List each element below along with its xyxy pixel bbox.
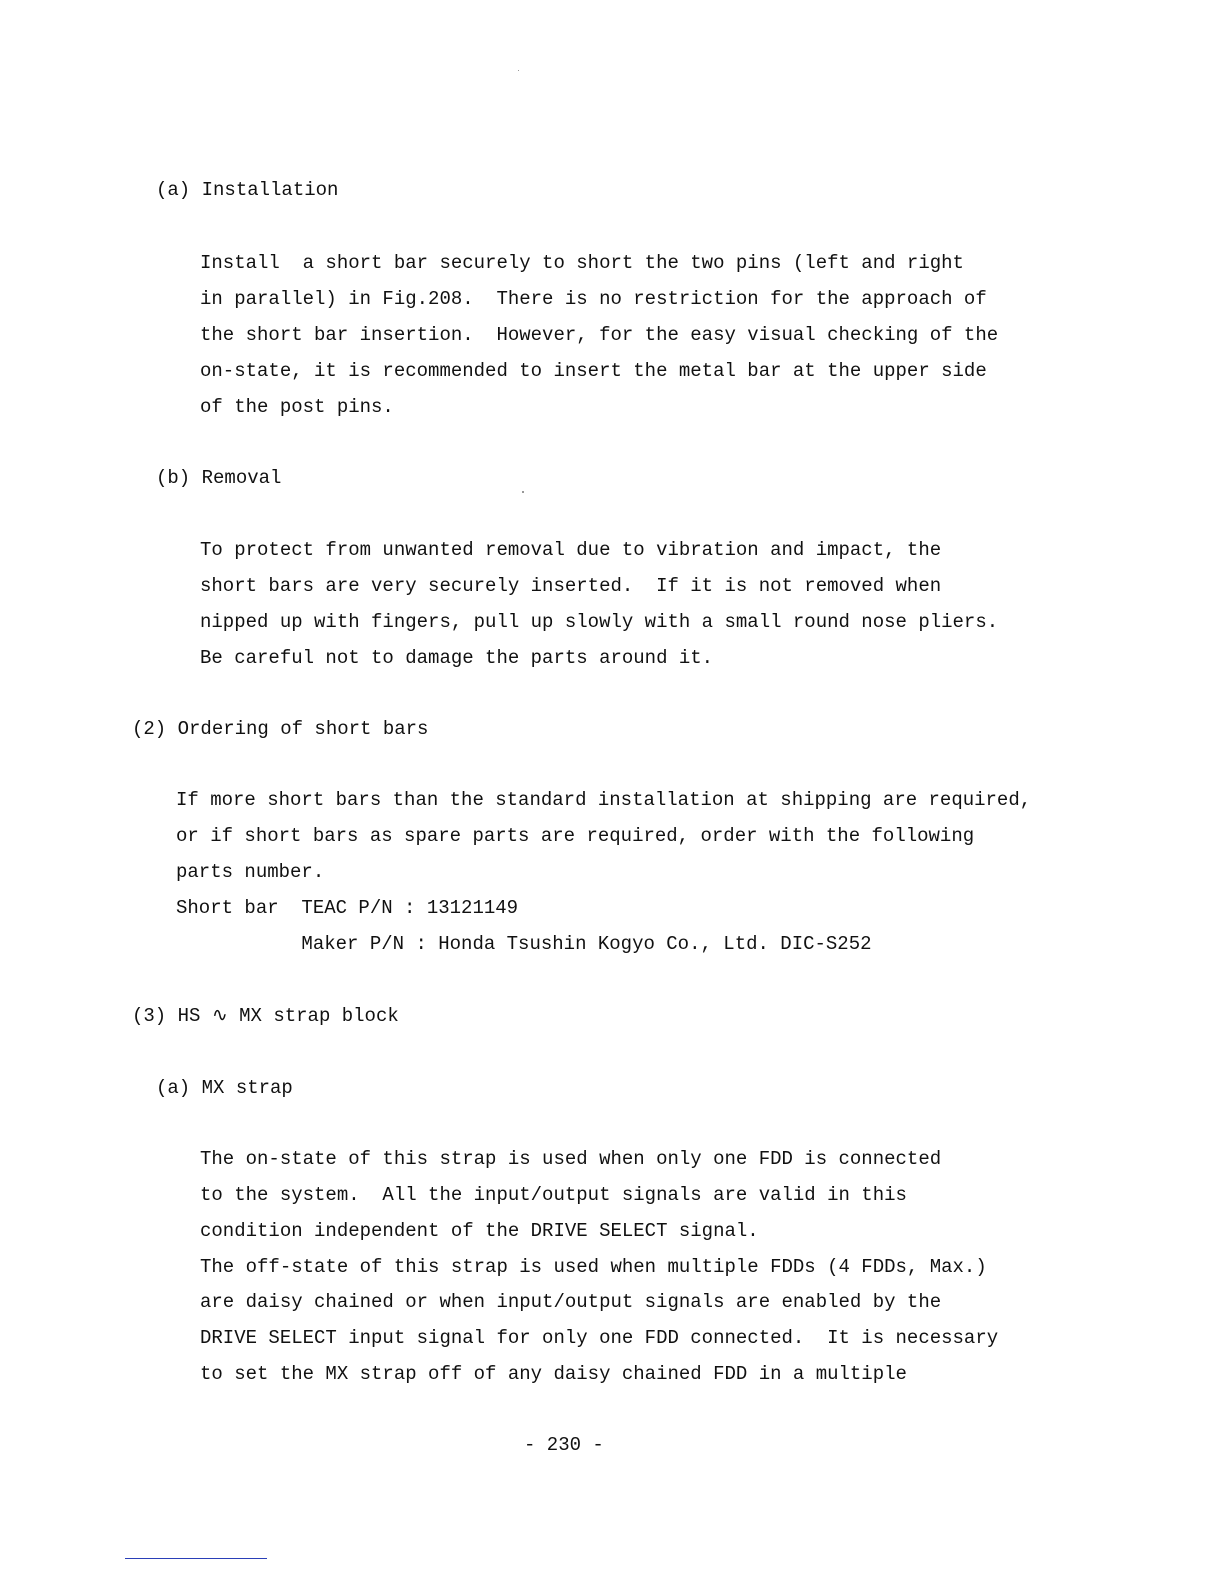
short-bar-maker-pn: Maker P/N : Honda Tsushin Kogyo Co., Ltd. DIC-S252 (176, 933, 872, 955)
section-b-line: nipped up with fingers, pull up slowly with a small round nose pliers. (200, 611, 999, 633)
section-3a-line: to the system. All the input/output signals are valid in this (200, 1184, 907, 1206)
section-b-heading: (b) Removal (156, 467, 282, 489)
section-b-line: short bars are very securely inserted. If it is not removed when (200, 575, 942, 597)
section-a-line: in parallel) in Fig.208. There is no restriction for the approach of (200, 288, 987, 310)
section-3a-heading: (a) MX strap (156, 1077, 293, 1099)
section-3a-line: condition independent of the DRIVE SELECT signal. (200, 1220, 759, 1242)
section-a-heading: (a) Installation (156, 179, 339, 201)
scan-speck (522, 491, 524, 493)
section-b-line: To protect from unwanted removal due to vibration and impact, the (200, 539, 942, 561)
section-3-heading: (3) HS ∿ MX strap block (132, 1005, 399, 1027)
section-a-line: of the post pins. (200, 396, 394, 418)
section-3a-line: The on-state of this strap is used when only one FDD is connected (200, 1148, 942, 1170)
short-bar-teac-pn: Short bar TEAC P/N : 13121149 (176, 897, 519, 919)
section-a-line: the short bar insertion. However, for the easy visual checking of the (200, 324, 999, 346)
section-a-line: on-state, it is recommended to insert the metal bar at the upper side (200, 360, 987, 382)
section-3a-line: are daisy chained or when input/output signals are enabled by the (200, 1291, 942, 1313)
section-2-line: parts number. (176, 861, 325, 883)
section-3a-line: to set the MX strap off of any daisy chained FDD in a multiple (200, 1363, 907, 1385)
section-2-line: If more short bars than the standard installation at shipping are required, (176, 789, 1032, 811)
section-a-line: Install a short bar securely to short the two pins (left and right (200, 252, 964, 274)
section-3a-line: DRIVE SELECT input signal for only one FDD connected. It is necessary (200, 1327, 999, 1349)
page-number: - 230 - (524, 1434, 604, 1456)
footer-rule (125, 1558, 267, 1559)
section-3a-line: The off-state of this strap is used when multiple FDDs (4 FDDs, Max.) (200, 1256, 987, 1278)
section-2-line: or if short bars as spare parts are required, order with the following (176, 825, 975, 847)
scan-speck (518, 70, 519, 71)
section-2-heading: (2) Ordering of short bars (132, 718, 429, 740)
section-b-line: Be careful not to damage the parts around it. (200, 647, 714, 669)
